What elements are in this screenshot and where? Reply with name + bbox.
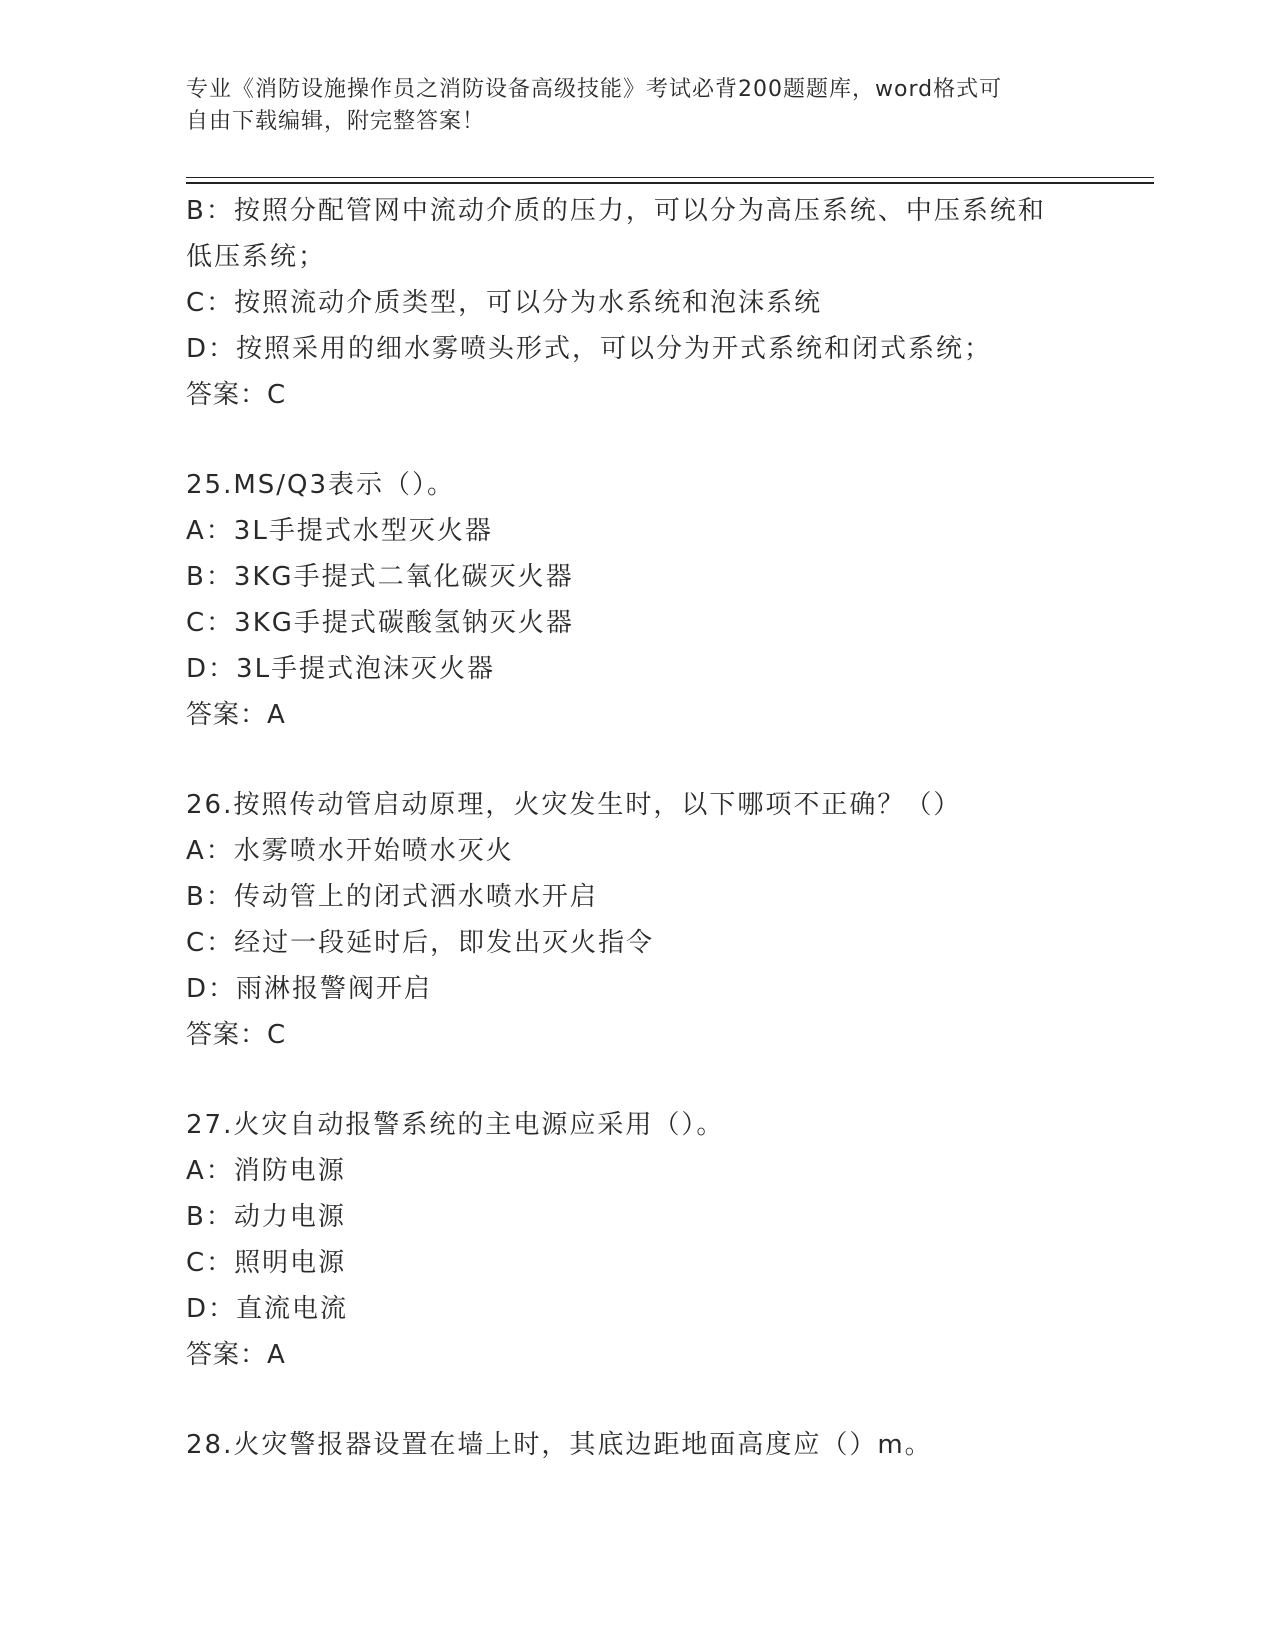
header-divider-thick — [186, 182, 1154, 184]
option-d: D：直流电流 — [186, 1294, 349, 1324]
spacer — [186, 1378, 1086, 1422]
question-27 — [186, 1102, 1086, 1378]
option-c: C：照明电源 — [186, 1248, 347, 1278]
question-28 — [186, 1422, 1086, 1468]
answer-line: 答案：C — [186, 380, 287, 410]
option-d: D：按照采用的细水雾喷头形式，可以分为开式系统和闭式系统； — [186, 334, 993, 364]
document-header — [186, 74, 1066, 138]
header-divider-thin — [186, 177, 1154, 178]
option-d: D：雨淋报警阀开启 — [186, 974, 433, 1004]
spacer — [186, 738, 1086, 782]
question-title: 25.MS/Q3表示（）。 — [186, 470, 456, 500]
option-a: A：3L手提式水型灭火器 — [186, 516, 493, 546]
option-d: D：3L手提式泡沫灭火器 — [186, 654, 496, 684]
option-a: A：水雾喷水开始喷水灭火 — [186, 836, 514, 866]
header-line-1: 专业《消防设施操作员之消防设备高级技能》考试必背200题题库，word格式可 — [186, 77, 1003, 102]
question-title: 26.按照传动管启动原理，火灾发生时，以下哪项不正确？（） — [186, 790, 962, 820]
option-c: C：按照流动介质类型，可以分为水系统和泡沫系统 — [186, 288, 823, 318]
option-b: B：动力电源 — [186, 1202, 346, 1232]
header-line-2: 自由下载编辑，附完整答案！ — [186, 109, 486, 134]
question-title: 27.火灾自动报警系统的主电源应采用（）。 — [186, 1110, 725, 1140]
answer-line: 答案：A — [186, 1340, 286, 1370]
spacer — [186, 1058, 1086, 1102]
question-25 — [186, 462, 1086, 738]
question-content — [186, 188, 1086, 1468]
carryover-question — [186, 188, 1086, 418]
option-b-line-1: B：按照分配管网中流动介质的压力，可以分为高压系统、中压系统和 — [186, 196, 1046, 226]
option-b-line-2: 低压系统； — [186, 242, 327, 272]
question-26 — [186, 782, 1086, 1058]
question-title: 28.火灾警报器设置在墙上时，其底边距地面高度应（）m。 — [186, 1430, 933, 1460]
answer-line: 答案：C — [186, 1020, 287, 1050]
option-c: C：经过一段延时后，即发出灭火指令 — [186, 928, 655, 958]
option-b: B：传动管上的闭式洒水喷水开启 — [186, 882, 598, 912]
option-a: A：消防电源 — [186, 1156, 346, 1186]
answer-line: 答案：A — [186, 700, 286, 730]
spacer — [186, 418, 1086, 462]
option-c: C：3KG手提式碳酸氢钠灭火器 — [186, 608, 574, 638]
option-b: B：3KG手提式二氧化碳灭火器 — [186, 562, 574, 592]
